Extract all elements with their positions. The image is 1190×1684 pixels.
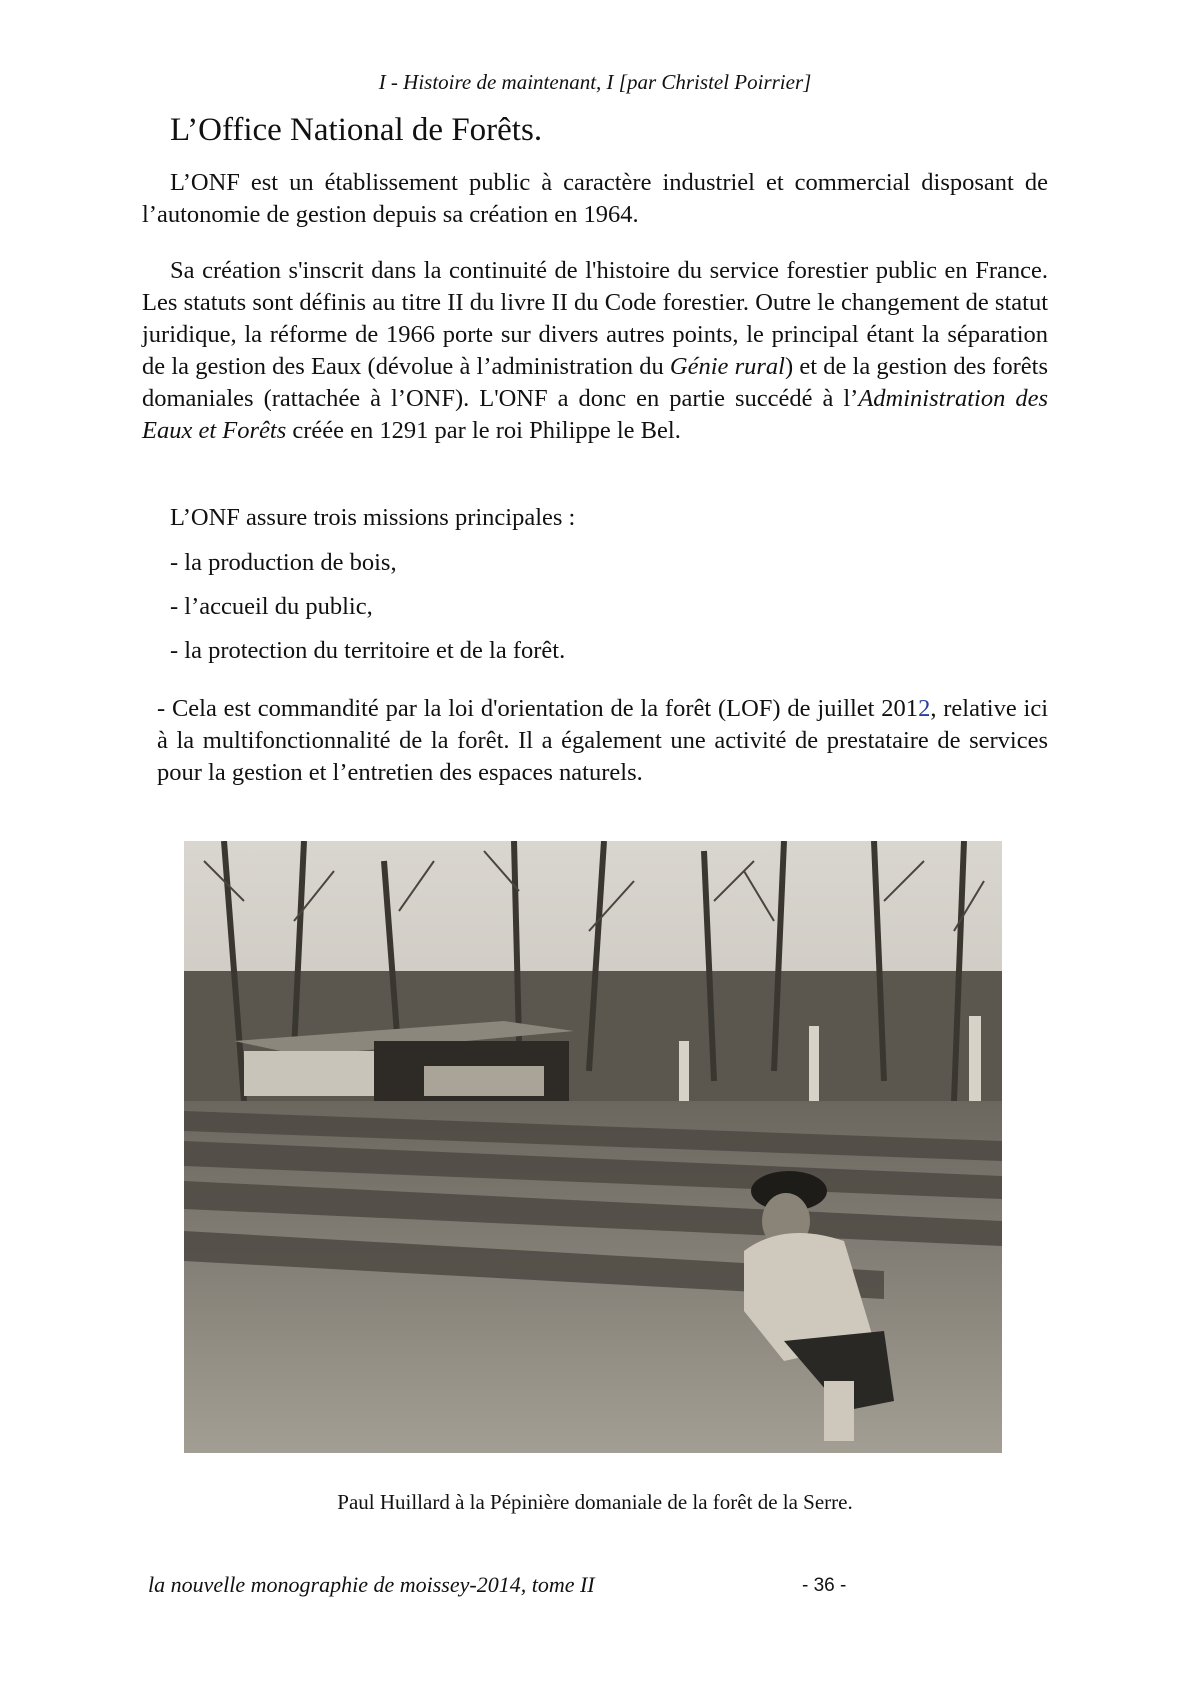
year-suffix-link[interactable]: 2 bbox=[918, 695, 931, 722]
paragraph-onf-status-text: L’ONF est un établissement public à caractère industriel et commercial disposant de l’autonomie de gestion depuis sa création en 1964. bbox=[142, 169, 1048, 228]
page-title: L’Office National de Forêts. bbox=[170, 112, 543, 148]
paragraph-onf-history bbox=[142, 255, 1048, 447]
page-number: - 36 - bbox=[802, 1575, 847, 1596]
paragraph-lof-text-b: , relative ici à la multifonctionnalité de la forêt. Il a également une activité de prestataire de services pour la gestion et l’entretien des espaces naturels. bbox=[157, 695, 1049, 786]
nursery-photo bbox=[184, 841, 1002, 1453]
missions-list bbox=[170, 541, 565, 673]
list-item: - la protection du territoire et de la forêt. bbox=[170, 637, 566, 664]
paragraph-onf-history-text-c: créée en 1291 par le roi Philippe le Bel. bbox=[286, 417, 681, 444]
paragraph-onf-status bbox=[142, 167, 1048, 231]
list-item: - la production de bois, bbox=[170, 549, 397, 576]
running-header: I - Histoire de maintenant, I [par Christel Poirrier] bbox=[378, 70, 812, 94]
paragraph-lof bbox=[157, 693, 1048, 789]
list-item: - l’accueil du public, bbox=[170, 593, 373, 620]
footer-publication-title: la nouvelle monographie de moissey-2014, tome II bbox=[148, 1572, 595, 1597]
genie-rural-italic: Génie rural bbox=[669, 353, 785, 380]
paragraph-onf-history-text-b: ) et de la gestion des forêts domaniales (rattachée à l’ONF). L'ONF a donc en partie succédé à l’ bbox=[142, 353, 1049, 412]
missions-intro: L’ONF assure trois missions principales : bbox=[170, 504, 576, 531]
paragraph-lof-text-a: - Cela est commandité par la loi d'orientation de la forêt (LOF) de juillet 201 bbox=[157, 695, 919, 722]
eaux-et-forets-italic: Administration des Eaux et Forêts bbox=[142, 385, 1048, 444]
figure-caption: Paul Huillard à la Pépinière domaniale de la forêt de la Serre. bbox=[337, 1490, 853, 1514]
paragraph-onf-history-text-a: Sa création s'inscrit dans la continuité de l'histoire du service forestier public en France. Les statuts sont définis au titre II du livre II du Code forestier. Outre le changement de statut juridique, la réforme de 1966 porte sur divers autres points, le principal étant la séparation de la gestion des Eaux (dévolue à l’administration du bbox=[142, 257, 1048, 380]
